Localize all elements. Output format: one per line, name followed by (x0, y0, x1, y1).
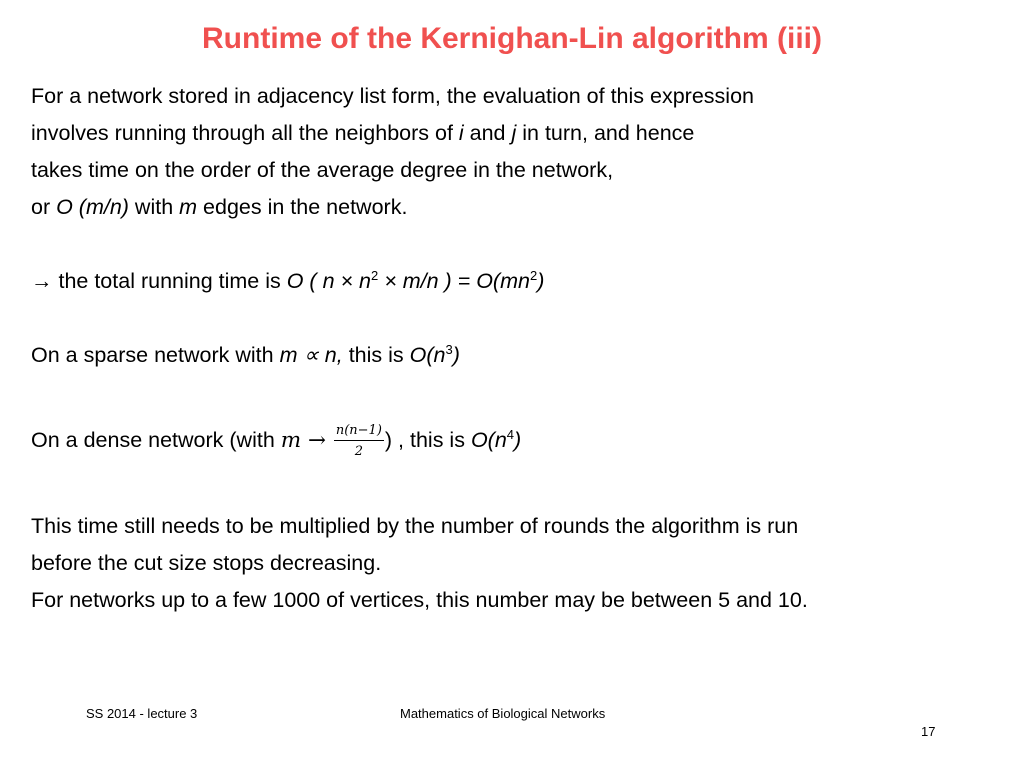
total-expr-b: × m/n ) = O(mn (378, 269, 530, 293)
slide-body (31, 78, 991, 619)
dense-result-b: ) (514, 428, 522, 452)
para2-line3: For networks up to a few 1000 of vertices, this number may be between 5 and 10. (31, 588, 808, 613)
fraction-denominator: 2 (354, 444, 364, 460)
total-exp1: 2 (370, 268, 379, 283)
dense-close-paren: ) (384, 428, 393, 452)
total-expr-a: O ( n × n (286, 269, 371, 293)
dense-var-m: m (280, 428, 302, 453)
total-exp2: 2 (529, 268, 538, 283)
complexity-o-m-n: O (m/n) (56, 195, 129, 219)
sparse-condition: m ∝ n, (279, 343, 343, 367)
para1-line2-text-b: and (463, 121, 512, 145)
para1-line1: For a network stored in adjacency list form, the evaluation of this expression (31, 84, 754, 108)
para1-line2 (31, 115, 991, 152)
var-i: i (458, 121, 464, 145)
slide-title: Runtime of the Kernighan-Lin algorithm (iii) (202, 22, 822, 55)
sparse-mid: this is (342, 343, 410, 367)
para1-line2-text-a: involves running through all the neighbors of (31, 121, 459, 145)
var-m: m (179, 195, 198, 219)
sparse-network-line (31, 337, 991, 374)
para1-line4 (31, 189, 991, 226)
dense-exp: 4 (506, 427, 515, 442)
dense-network-line (31, 422, 991, 460)
dense-result-a: O(n (470, 428, 507, 452)
dense-prefix: On a dense network (with (31, 428, 281, 452)
para1-line3: takes time on the order of the average degree in the network, (31, 158, 614, 182)
total-runtime-line (31, 263, 991, 300)
dense-mid: , this is (392, 428, 471, 452)
footer-course-title: Mathematics of Biological Networks (400, 706, 606, 721)
page-number: 17 (921, 724, 936, 739)
para2-line1: This time still needs to be multiplied by the number of rounds the algorithm is run (31, 514, 799, 539)
para2-line2: before the cut size stops decreasing. (31, 551, 382, 576)
dense-arrow: → (301, 428, 333, 453)
sparse-result-a: O(n (409, 343, 446, 367)
para1-line4-text-a: or (31, 195, 57, 219)
sparse-result-b: ) (452, 343, 460, 367)
dense-fraction (334, 422, 384, 460)
para1-line4-text-b: with (128, 195, 180, 219)
para1-line2-text-c: in turn, and hence (516, 121, 695, 145)
total-expr-c: ) (537, 269, 545, 293)
footer-lecture: SS 2014 - lecture 3 (86, 706, 198, 721)
sparse-exp: 3 (445, 342, 453, 357)
var-j: j (511, 121, 517, 145)
para1-line4-text-c: edges in the network. (197, 195, 408, 219)
sparse-prefix: On a sparse network with (31, 343, 280, 367)
total-prefix: → the total running time is (31, 269, 287, 293)
fraction-numerator: n(n−1) (334, 422, 384, 441)
